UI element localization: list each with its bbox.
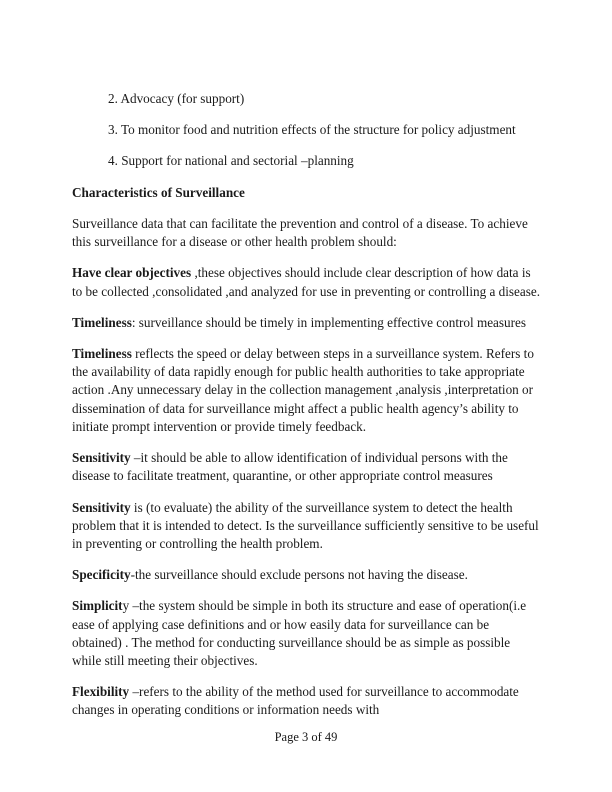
paragraph — [72, 597, 540, 670]
list-item: 3. To monitor food and nutrition effects of the structure for policy adjustment — [108, 122, 516, 138]
paragraph-text: –it should be able to allow identification of individual persons with the disease to facilitate treatment, quarantine, or other appropriate control measures — [72, 450, 508, 484]
paragraph-lead-term: Have clear objectives — [72, 265, 192, 281]
paragraph-text: ,these objectives should include clear description of how data is to be collected ,consolidated ,and analyzed for use in preventing or controlling a disease. — [72, 265, 540, 299]
paragraph — [72, 499, 540, 554]
paragraph — [72, 449, 540, 485]
paragraph — [72, 566, 540, 584]
page-body — [72, 90, 540, 733]
paragraph-lead-term: Timeliness — [72, 314, 132, 330]
paragraph — [72, 215, 540, 251]
list-item: 2. Advocacy (for support) — [108, 91, 245, 106]
paragraph — [72, 683, 540, 719]
paragraph-text: y –the system should be simple in both its structure and ease of operation(i.e ease of applying case definitions and or how easily data for surveillance can be obtained) . The method for conducting surveillance should be as simple as possible while still meeting their objectives. — [72, 598, 527, 669]
paragraph-text: is (to evaluate) the ability of the surveillance system to detect the health problem that it is intended to detect. Is the surveillance sufficiently sensitive to be useful in preventing or controlling the health problem. — [72, 499, 539, 551]
paragraph-lead-term: Sensitivity — [72, 499, 131, 515]
paragraph — [72, 264, 540, 300]
paragraph-lead-term: Flexibility — [72, 684, 130, 700]
section-heading: Characteristics of Surveillance — [72, 184, 245, 200]
paragraph-text: Surveillance data that can facilitate the prevention and control of a disease. To achieve this surveillance for a disease or other health problem should: — [72, 215, 528, 250]
paragraph-lead-term: Sensitivity — [72, 450, 131, 466]
paragraph-text: –refers to the ability of the method used for surveillance to accommodate changes in operating conditions or information needs with — [72, 684, 519, 718]
paragraph-lead-term: Timeliness — [72, 345, 132, 361]
paragraph — [72, 345, 540, 436]
paragraph-text: -the surveillance should exclude persons not having the disease. — [130, 567, 468, 583]
paragraph-text: : surveillance should be timely in implementing effective control measures — [131, 314, 527, 330]
page-footer: Page 3 of 49 — [274, 730, 338, 744]
paragraph-text: reflects the speed or delay between steps in a surveillance system. Refers to the availability of data rapidly enough for public health authorities to take appropriate action .Any unnecessary delay in the collection management ,analysis ,interpretation or dissemination of data for surveillance might affect a public health agency’s ability to initiate prompt intervention or provide timely feedback. — [72, 345, 534, 434]
paragraph-lead-term: Simplicit — [72, 598, 123, 614]
list-item: 4. Support for national and sectorial –planning — [108, 153, 354, 169]
paragraph-lead-term: Specificity — [72, 567, 131, 583]
paragraph — [72, 314, 540, 332]
